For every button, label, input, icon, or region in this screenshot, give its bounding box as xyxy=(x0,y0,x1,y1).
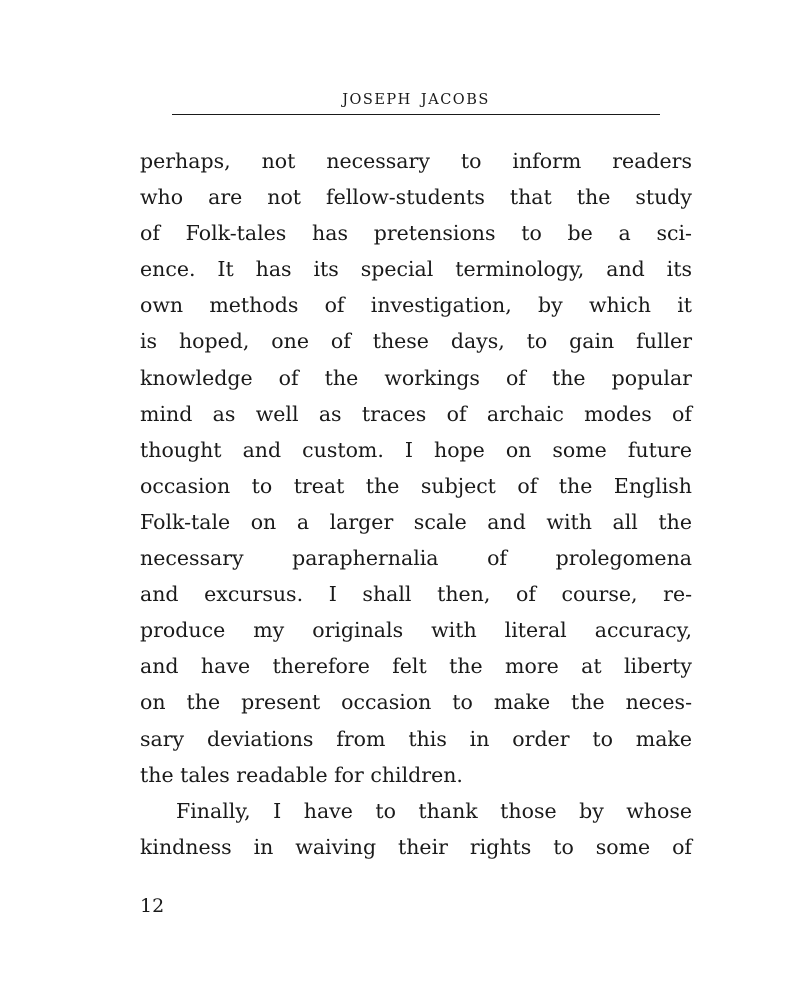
text-line: is hoped, one of these days, to gain fuller xyxy=(140,329,692,354)
text-line: kindness in waiving their rights to some of xyxy=(140,834,692,859)
text-line: own methods of investigation, by which it xyxy=(140,293,692,318)
body-text xyxy=(140,143,692,865)
text-line: on the present occasion to make the neces- xyxy=(140,690,692,715)
text-line: Finally, I have to thank those by whose xyxy=(176,798,692,823)
text-line: thought and custom. I hope on some future xyxy=(140,437,692,462)
text-line: ence. It has its special terminology, and its xyxy=(140,257,692,282)
text-line: who are not fellow-students that the study xyxy=(140,185,692,210)
page-number: 12 xyxy=(140,895,165,917)
text-line: sary deviations from this in order to make xyxy=(140,726,692,751)
text-line: perhaps, not necessary to inform readers xyxy=(140,149,692,173)
text-line: produce my originals with literal accuracy, xyxy=(140,618,692,643)
text-line: Folk-tale on a larger scale and with all the xyxy=(140,509,692,534)
text-line: necessary paraphernalia of prolegomena xyxy=(140,546,692,571)
text-line: and have therefore felt the more at liberty xyxy=(140,654,692,679)
text-line: of Folk-tales has pretensions to be a sci- xyxy=(140,221,692,246)
text-line: occasion to treat the subject of the English xyxy=(140,473,692,498)
text-line: mind as well as traces of archaic modes of xyxy=(140,401,692,426)
text-line: the tales readable for children. xyxy=(140,762,463,787)
running-head: JOSEPH JACOBS xyxy=(342,92,490,108)
header-rule xyxy=(172,114,660,115)
text-line: knowledge of the workings of the popular xyxy=(140,365,692,390)
text-line: and excursus. I shall then, of course, re- xyxy=(140,582,692,607)
